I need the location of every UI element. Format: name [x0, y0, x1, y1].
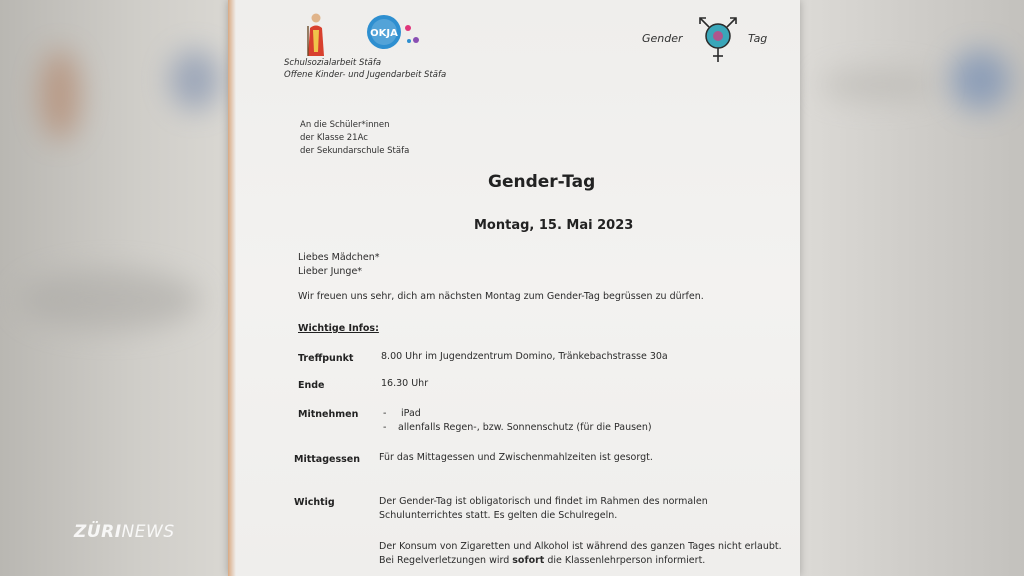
- wichtig-p2-line1: Der Konsum von Zigaretten und Alkohol ist während des ganzen Tages nicht erlaubt.: [379, 541, 782, 552]
- okja-logo-text: OKJA: [370, 28, 398, 39]
- transgender-symbol-icon: [694, 14, 742, 64]
- greeting-line-1: Liebes Mädchen*: [298, 252, 380, 263]
- org-line-1: Schulsozialarbeit Stäfa: [284, 58, 382, 68]
- treffpunkt-label: Treffpunkt: [298, 353, 354, 364]
- intro-text: Wir freuen uns sehr, dich am nächsten Montag zum Gender-Tag begrüssen zu dürfen.: [298, 291, 704, 302]
- event-date: Montag, 15. Mai 2023: [474, 218, 634, 233]
- address-line-1: An die Schüler*innen: [300, 120, 390, 130]
- wichtig-label: Wichtig: [294, 497, 335, 508]
- document-title: Gender-Tag: [488, 172, 596, 192]
- zurinews-watermark-logo: ZÜRINEWS: [74, 522, 175, 542]
- mitnehmen-dash-2: -: [383, 422, 387, 433]
- saint-figure-logo: [304, 12, 328, 58]
- gender-tag-label-right: Tag: [748, 32, 768, 45]
- mittagessen-value: Für das Mittagessen und Zwischenmahlzeiten ist gesorgt.: [379, 452, 653, 463]
- address-line-2: der Klasse 21Ac: [300, 133, 368, 143]
- mittagessen-label: Mittagessen: [294, 454, 360, 465]
- ende-value: 16.30 Uhr: [381, 378, 429, 389]
- mitnehmen-dash-1: -: [383, 408, 387, 419]
- gender-tag-label-left: Gender: [642, 32, 683, 45]
- greeting-line-2: Lieber Junge*: [298, 266, 363, 277]
- wichtig-p2-line2: Bei Regelverletzungen wird sofort die Klassenlehrperson informiert.: [379, 555, 706, 566]
- address-line-3: der Sekundarschule Stäfa: [300, 146, 410, 156]
- mitnehmen-label: Mitnehmen: [298, 409, 359, 420]
- okja-logo: [364, 14, 422, 50]
- infos-heading: Wichtige Infos:: [298, 323, 379, 334]
- blurred-background-left: [0, 0, 228, 576]
- wichtig-p1-line2: Schulunterrichtes statt. Es gelten die Schulregeln.: [379, 510, 618, 521]
- mitnehmen-item-2: allenfalls Regen-, bzw. Sonnenschutz (für die Pausen): [398, 422, 652, 433]
- letter-document: [228, 0, 800, 576]
- mitnehmen-item-1: iPad: [401, 408, 421, 419]
- org-line-2: Offene Kinder- und Jugendarbeit Stäfa: [284, 70, 447, 80]
- treffpunkt-value: 8.00 Uhr im Jugendzentrum Domino, Tränkebachstrasse 30a: [381, 351, 668, 362]
- ende-label: Ende: [298, 380, 325, 391]
- wichtig-p1-line1: Der Gender-Tag ist obligatorisch und findet im Rahmen des normalen: [379, 496, 708, 507]
- blurred-background-right: [800, 0, 1024, 576]
- emphasis-sofort: sofort: [512, 555, 545, 566]
